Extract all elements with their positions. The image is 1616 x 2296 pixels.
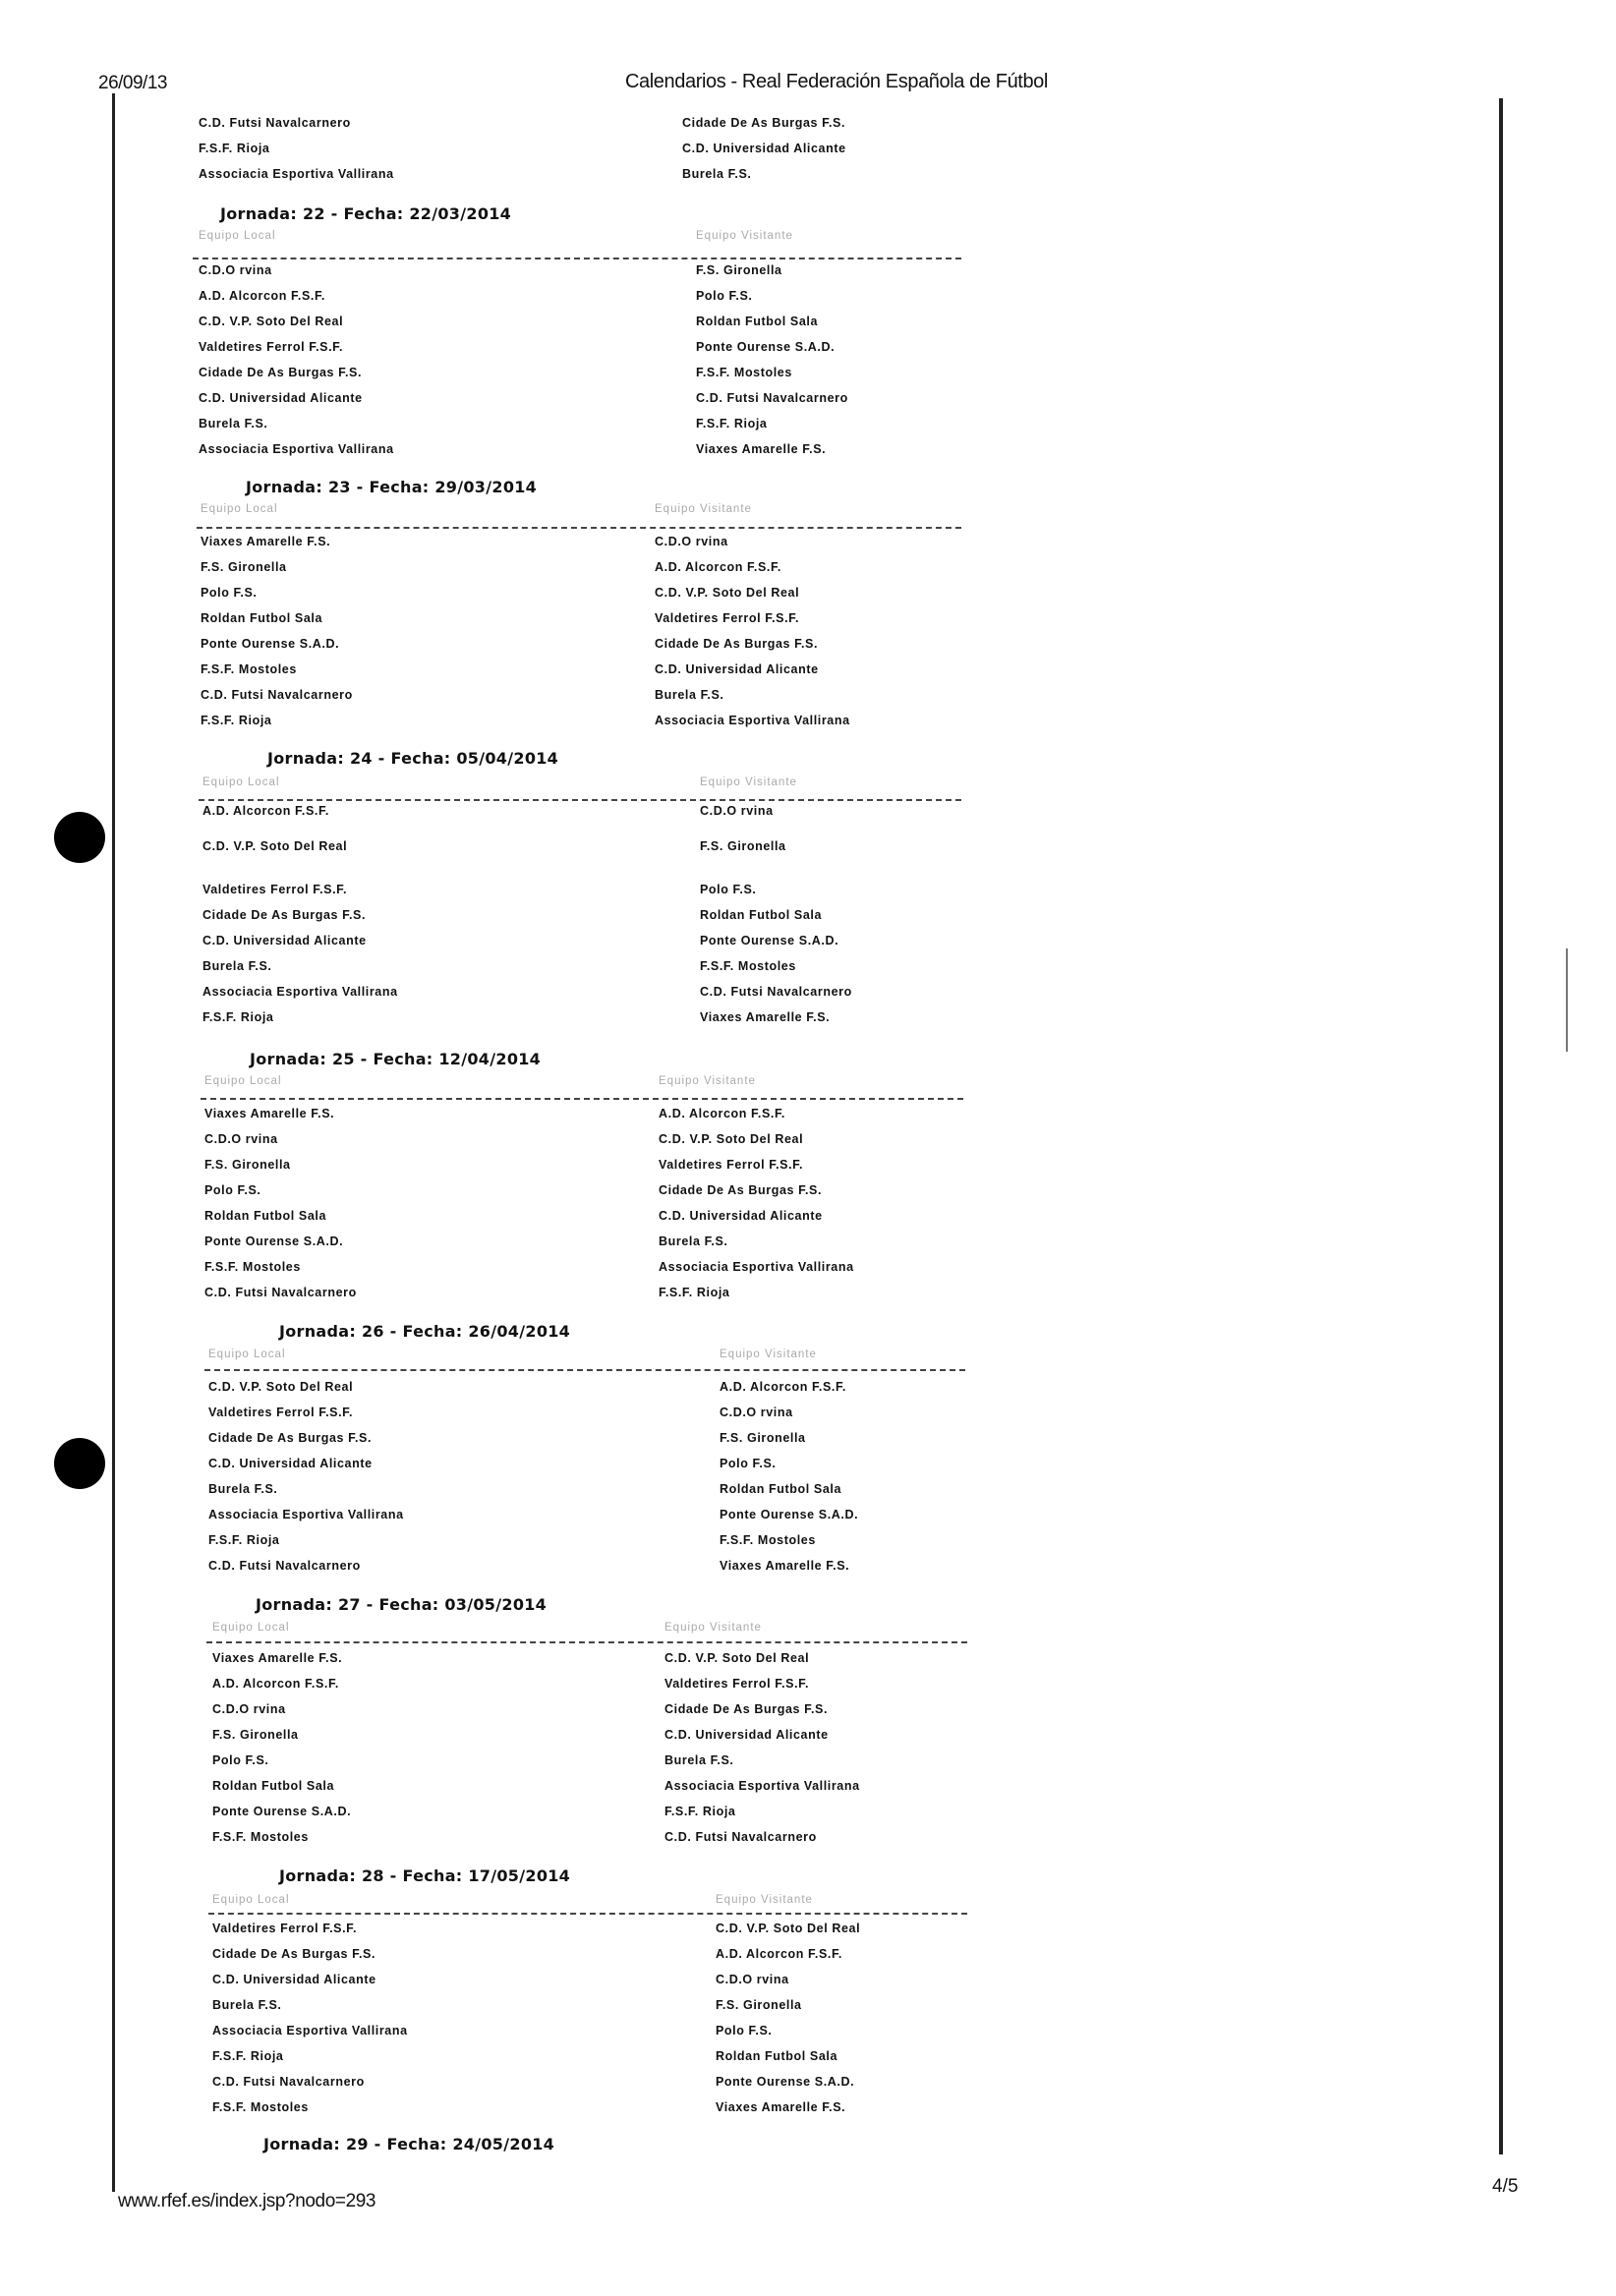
away-team: Polo F.S. [700, 883, 757, 896]
home-team: Burela F.S. [202, 959, 272, 973]
home-team: Ponte Ourense S.A.D. [201, 637, 340, 651]
round-title: Jornada: 23 - Fecha: 29/03/2014 [246, 478, 538, 496]
away-team: Associacia Esportiva Vallirana [659, 1260, 854, 1274]
home-team: C.D. Futsi Navalcarnero [208, 1559, 361, 1573]
away-team: Cidade De As Burgas F.S. [655, 637, 819, 651]
page-title: Calendarios - Real Federación Española de Fútbol [625, 71, 1048, 92]
home-team: Burela F.S. [212, 1998, 282, 2012]
away-team: Polo F.S. [720, 1457, 777, 1470]
home-team: C.D. Universidad Alicante [208, 1457, 373, 1470]
column-header-home: Equipo Local [208, 1349, 286, 1360]
home-team: Associacia Esportiva Vallirana [208, 1508, 404, 1521]
away-team: Valdetires Ferrol F.S.F. [664, 1677, 810, 1691]
page-url: www.rfef.es/index.jsp?nodo=293 [118, 2191, 376, 2211]
home-team: A.D. Alcorcon F.S.F. [202, 804, 329, 818]
home-team: F.S. Gironella [212, 1728, 299, 1742]
column-header-home: Equipo Local [201, 503, 278, 515]
column-header-home: Equipo Local [204, 1075, 282, 1087]
away-team: F.S. Gironella [696, 263, 782, 277]
home-team: Polo F.S. [204, 1183, 261, 1197]
away-team: C.D.O rvina [655, 535, 728, 548]
away-team: Ponte Ourense S.A.D. [716, 2075, 855, 2089]
round-title: Jornada: 24 - Fecha: 05/04/2014 [267, 749, 559, 768]
home-team: Associacia Esportiva Vallirana [199, 442, 394, 456]
home-team: Viaxes Amarelle F.S. [212, 1651, 343, 1665]
away-team: Valdetires Ferrol F.S.F. [655, 611, 800, 625]
away-team: F.S.F. Rioja [696, 417, 768, 430]
away-team: Roldan Futbol Sala [716, 2049, 837, 2063]
away-team: Ponte Ourense S.A.D. [720, 1508, 859, 1521]
away-team: F.S. Gironella [720, 1431, 806, 1445]
away-team: Associacia Esportiva Vallirana [664, 1779, 860, 1793]
away-team: Burela F.S. [655, 688, 724, 702]
column-header-home: Equipo Local [212, 1622, 290, 1634]
home-team: F.S.F. Mostoles [212, 2100, 309, 2114]
away-team: A.D. Alcorcon F.S.F. [720, 1380, 846, 1394]
home-team: Ponte Ourense S.A.D. [212, 1805, 352, 1818]
home-team: F.S.F. Rioja [201, 714, 272, 727]
away-team: F.S.F. Mostoles [700, 959, 796, 973]
home-team: C.D. Futsi Navalcarnero [199, 116, 351, 130]
home-team: Roldan Futbol Sala [204, 1209, 326, 1223]
column-header-away: Equipo Visitante [716, 1894, 813, 1906]
away-team: Roldan Futbol Sala [700, 908, 822, 922]
home-team: Viaxes Amarelle F.S. [204, 1107, 335, 1120]
away-team: A.D. Alcorcon F.S.F. [659, 1107, 785, 1120]
home-team: Viaxes Amarelle F.S. [201, 535, 331, 548]
home-team: Burela F.S. [208, 1482, 278, 1496]
away-team: Polo F.S. [696, 289, 753, 303]
left-margin-line [112, 93, 115, 2192]
home-team: Roldan Futbol Sala [201, 611, 322, 625]
away-team: C.D. V.P. Soto Del Real [659, 1132, 804, 1146]
home-team: Cidade De As Burgas F.S. [202, 908, 367, 922]
home-team: Valdetires Ferrol F.S.F. [202, 883, 348, 896]
column-header-away: Equipo Visitante [696, 230, 793, 242]
home-team: Cidade De As Burgas F.S. [199, 366, 363, 379]
away-team: Viaxes Amarelle F.S. [716, 2100, 846, 2114]
right-scan-mark [1566, 948, 1568, 1052]
home-team: F.S.F. Rioja [202, 1010, 274, 1024]
away-team: Roldan Futbol Sala [696, 315, 818, 328]
home-team: C.D. V.P. Soto Del Real [199, 315, 344, 328]
away-team: A.D. Alcorcon F.S.F. [655, 560, 781, 574]
away-team: F.S.F. Mostoles [720, 1533, 816, 1547]
away-team: Cidade De As Burgas F.S. [664, 1702, 829, 1716]
away-team: Burela F.S. [682, 167, 752, 181]
away-team: Cidade De As Burgas F.S. [682, 116, 846, 130]
home-team: C.D. Universidad Alicante [199, 391, 363, 405]
home-team: Valdetires Ferrol F.S.F. [212, 1922, 358, 1935]
home-team: Associacia Esportiva Vallirana [202, 985, 398, 999]
away-team: F.S.F. Rioja [664, 1805, 736, 1818]
away-team: C.D. V.P. Soto Del Real [655, 586, 800, 600]
home-team: C.D.O rvina [212, 1702, 286, 1716]
away-team: C.D. V.P. Soto Del Real [716, 1922, 861, 1935]
home-team: Polo F.S. [212, 1753, 269, 1767]
column-header-away: Equipo Visitante [659, 1075, 756, 1087]
home-team: C.D. V.P. Soto Del Real [208, 1380, 354, 1394]
home-team: Cidade De As Burgas F.S. [212, 1947, 376, 1961]
home-team: Polo F.S. [201, 586, 258, 600]
round-title: Jornada: 25 - Fecha: 12/04/2014 [250, 1050, 542, 1068]
away-team: C.D. Universidad Alicante [655, 662, 819, 676]
home-team: Roldan Futbol Sala [212, 1779, 334, 1793]
away-team: C.D. Futsi Navalcarnero [696, 391, 848, 405]
away-team: Polo F.S. [716, 2024, 773, 2038]
round-title: Jornada: 27 - Fecha: 03/05/2014 [256, 1595, 548, 1614]
home-team: F.S.F. Mostoles [212, 1830, 309, 1844]
punch-hole [54, 812, 105, 863]
home-team: C.D. Futsi Navalcarnero [201, 688, 353, 702]
away-team: Valdetires Ferrol F.S.F. [659, 1158, 804, 1172]
away-team: Viaxes Amarelle F.S. [696, 442, 827, 456]
round-title: Jornada: 26 - Fecha: 26/04/2014 [279, 1322, 571, 1341]
away-team: C.D.O rvina [720, 1406, 793, 1419]
header-divider [199, 799, 961, 801]
header-divider [201, 1098, 963, 1100]
print-date: 26/09/13 [98, 73, 167, 93]
home-team: F.S. Gironella [201, 560, 287, 574]
header-divider [206, 1641, 967, 1643]
away-team: C.D. Futsi Navalcarnero [700, 985, 852, 999]
away-team: Viaxes Amarelle F.S. [700, 1010, 831, 1024]
column-header-home: Equipo Local [199, 230, 276, 242]
header-divider [197, 527, 961, 529]
page-number: 4/5 [1492, 2176, 1519, 2197]
away-team: F.S. Gironella [716, 1998, 802, 2012]
home-team: Ponte Ourense S.A.D. [204, 1234, 344, 1248]
home-team: F.S.F. Rioja [199, 142, 270, 155]
away-team: F.S. Gironella [700, 839, 786, 853]
away-team: F.S.F. Mostoles [696, 366, 792, 379]
punch-hole [54, 1438, 105, 1489]
home-team: F.S.F. Mostoles [201, 662, 297, 676]
away-team: C.D. Universidad Alicante [659, 1209, 823, 1223]
home-team: A.D. Alcorcon F.S.F. [212, 1677, 339, 1691]
next-round-title: Jornada: 29 - Fecha: 24/05/2014 [263, 2135, 555, 2153]
away-team: C.D. Universidad Alicante [664, 1728, 829, 1742]
away-team: Roldan Futbol Sala [720, 1482, 841, 1496]
away-team: C.D.O rvina [716, 1973, 789, 1986]
column-header-away: Equipo Visitante [664, 1622, 762, 1634]
column-header-home: Equipo Local [202, 776, 280, 788]
home-team: C.D. Futsi Navalcarnero [212, 2075, 365, 2089]
home-team: C.D. Universidad Alicante [212, 1973, 376, 1986]
home-team: Associacia Esportiva Vallirana [199, 167, 394, 181]
away-team: Ponte Ourense S.A.D. [700, 934, 839, 947]
home-team: Cidade De As Burgas F.S. [208, 1431, 373, 1445]
away-team: A.D. Alcorcon F.S.F. [716, 1947, 842, 1961]
home-team: Associacia Esportiva Vallirana [212, 2024, 408, 2038]
home-team: C.D. Universidad Alicante [202, 934, 367, 947]
header-divider [208, 1913, 967, 1915]
away-team: C.D. V.P. Soto Del Real [664, 1651, 810, 1665]
home-team: C.D. Futsi Navalcarnero [204, 1286, 357, 1299]
away-team: Burela F.S. [664, 1753, 734, 1767]
home-team: Burela F.S. [199, 417, 268, 430]
home-team: F.S.F. Rioja [212, 2049, 284, 2063]
home-team: F.S.F. Mostoles [204, 1260, 301, 1274]
away-team: Viaxes Amarelle F.S. [720, 1559, 850, 1573]
column-header-away: Equipo Visitante [720, 1349, 817, 1360]
away-team: Cidade De As Burgas F.S. [659, 1183, 823, 1197]
right-margin-line [1499, 98, 1503, 2154]
round-title: Jornada: 28 - Fecha: 17/05/2014 [279, 1866, 571, 1885]
home-team: A.D. Alcorcon F.S.F. [199, 289, 325, 303]
home-team: Valdetires Ferrol F.S.F. [208, 1406, 354, 1419]
home-team: C.D.O rvina [204, 1132, 278, 1146]
header-divider [204, 1369, 965, 1371]
header-divider [193, 258, 961, 259]
away-team: F.S.F. Rioja [659, 1286, 730, 1299]
column-header-away: Equipo Visitante [700, 776, 797, 788]
home-team: C.D.O rvina [199, 263, 272, 277]
away-team: C.D. Futsi Navalcarnero [664, 1830, 817, 1844]
column-header-home: Equipo Local [212, 1894, 290, 1906]
home-team: F.S.F. Rioja [208, 1533, 280, 1547]
home-team: F.S. Gironella [204, 1158, 291, 1172]
away-team: Associacia Esportiva Vallirana [655, 714, 850, 727]
away-team: Ponte Ourense S.A.D. [696, 340, 836, 354]
away-team: C.D. Universidad Alicante [682, 142, 846, 155]
away-team: Burela F.S. [659, 1234, 728, 1248]
away-team: C.D.O rvina [700, 804, 774, 818]
column-header-away: Equipo Visitante [655, 503, 752, 515]
round-title: Jornada: 22 - Fecha: 22/03/2014 [220, 204, 512, 223]
home-team: C.D. V.P. Soto Del Real [202, 839, 348, 853]
home-team: Valdetires Ferrol F.S.F. [199, 340, 344, 354]
